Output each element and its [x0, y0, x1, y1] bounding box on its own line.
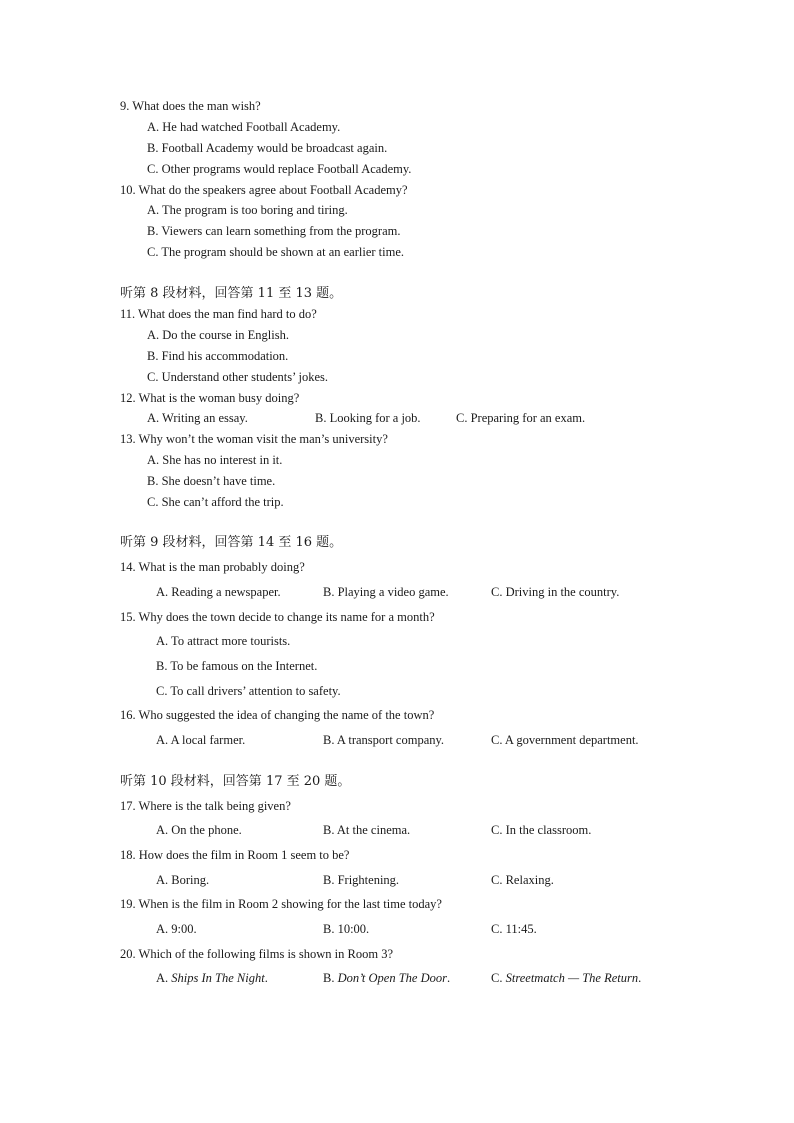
option-18c: C. Relaxing.	[491, 873, 554, 887]
question-15: 15. Why does the town decide to change its name for a month?	[120, 610, 435, 624]
option-20a-suffix: .	[264, 971, 268, 985]
option-16b: B. A transport company.	[323, 733, 445, 747]
option-13a: A. She has no interest in it.	[147, 453, 283, 467]
option-9c: C. Other programs would replace Football Academy.	[147, 162, 412, 176]
option-13b: B. She doesn’t have time.	[147, 474, 276, 488]
option-10a: A. The program is too boring and tiring.	[147, 203, 348, 217]
option-18a: A. Boring.	[156, 873, 210, 887]
option-15c: C. To call drivers’ attention to safety.	[156, 684, 341, 698]
option-14a: A. Reading a newspaper.	[156, 585, 281, 599]
option-19b: B. 10:00.	[323, 922, 370, 936]
question-10: 10. What do the speakers agree about Football Academy?	[120, 183, 408, 197]
option-14c: C. Driving in the country.	[491, 585, 620, 599]
question-14: 14. What is the man probably doing?	[120, 560, 305, 574]
option-19a: A. 9:00.	[156, 922, 197, 936]
option-12a: A. Writing an essay.	[147, 411, 248, 425]
option-15b: B. To be famous on the Internet.	[156, 659, 318, 673]
option-10b: B. Viewers can learn something from the program.	[147, 224, 401, 238]
question-11: 11. What does the man find hard to do?	[120, 307, 317, 321]
option-12c: C. Preparing for an exam.	[456, 411, 586, 425]
option-12b: B. Looking for a job.	[315, 411, 421, 425]
option-10c: C. The program should be shown at an earlier time.	[147, 245, 404, 259]
question-16: 16. Who suggested the idea of changing the name of the town?	[120, 708, 435, 722]
option-20a	[156, 970, 268, 986]
option-20b-title: Don’t Open The Door	[337, 971, 447, 985]
question-17: 17. Where is the talk being given?	[120, 799, 291, 813]
section-9-heading: 听第 9 段材料，回答第 14 至 16 题。	[120, 535, 343, 550]
option-11c: C. Understand other students’ jokes.	[147, 370, 328, 384]
option-20a-prefix: A.	[156, 971, 172, 985]
option-14b: B. Playing a video game.	[323, 585, 449, 599]
option-16c: C. A government department.	[491, 733, 639, 747]
option-20c	[491, 970, 641, 986]
option-20b-suffix: .	[446, 971, 451, 985]
option-20a-title: Ships In The Night	[171, 971, 265, 985]
option-9a: A. He had watched Football Academy.	[147, 120, 341, 134]
option-17c: C. In the classroom.	[491, 823, 592, 837]
question-9: 9. What does the man wish?	[120, 99, 261, 113]
option-9b: B. Football Academy would be broadcast again.	[147, 141, 388, 155]
question-12: 12. What is the woman busy doing?	[120, 391, 300, 405]
question-18: 18. How does the film in Room 1 seem to be?	[120, 848, 350, 862]
option-17a: A. On the phone.	[156, 823, 242, 837]
question-13: 13. Why won’t the woman visit the man’s university?	[120, 432, 388, 446]
option-20b-prefix: B.	[323, 971, 338, 985]
option-19c: C. 11:45.	[491, 922, 537, 936]
question-19: 19. When is the film in Room 2 showing for the last time today?	[120, 897, 442, 911]
section-10-heading: 听第 10 段材料，回答第 17 至 20 题。	[120, 774, 351, 789]
option-15a: A. To attract more tourists.	[156, 634, 291, 648]
question-20: 20. Which of the following films is shown in Room 3?	[120, 947, 394, 961]
option-18b: B. Frightening.	[323, 873, 400, 887]
option-11a: A. Do the course in English.	[147, 328, 289, 342]
option-17b: B. At the cinema.	[323, 823, 411, 837]
option-20c-suffix: .	[638, 971, 642, 985]
section-8-heading: 听第 8 段材料，回答第 11 至 13 题。	[120, 286, 343, 301]
option-16a: A. A local farmer.	[156, 733, 246, 747]
option-20c-title: Streetmatch — The Return	[505, 971, 639, 985]
option-20b	[323, 970, 450, 986]
option-11b: B. Find his accommodation.	[147, 349, 289, 363]
option-13c: C. She can’t afford the trip.	[147, 495, 284, 509]
option-20c-prefix: C.	[491, 971, 506, 985]
